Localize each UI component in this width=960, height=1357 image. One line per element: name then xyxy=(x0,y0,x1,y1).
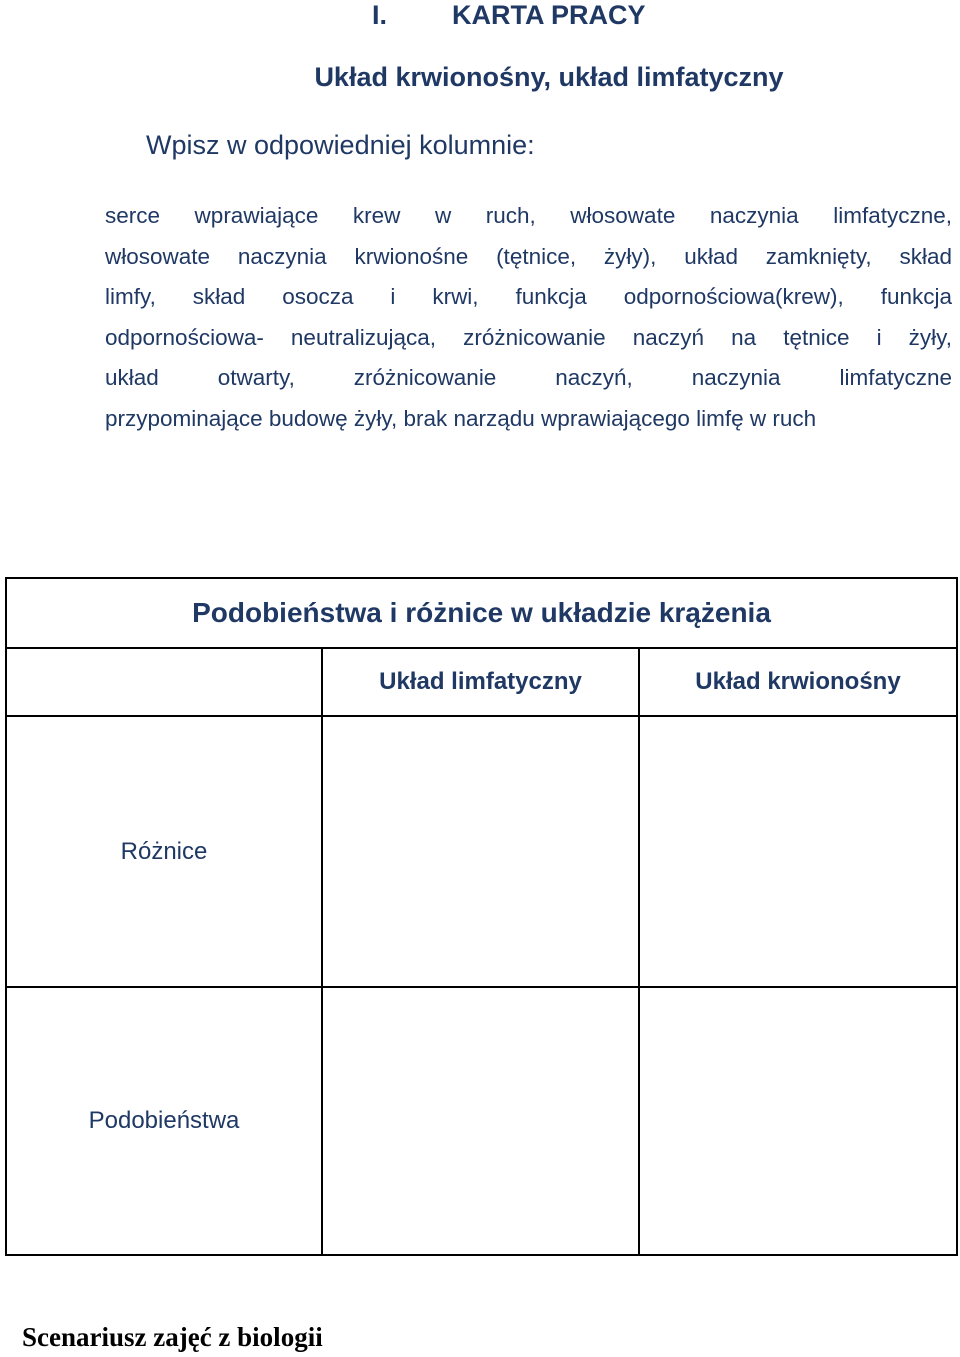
row-label-similarities: Podobieństwa xyxy=(6,987,322,1255)
word-bank-line: odpornościowa- neutralizująca, zróżnicowanie naczyń na tętnice i żyły, xyxy=(105,324,952,350)
instruction-text: Wpisz w odpowiedniej kolumnie: xyxy=(146,130,535,160)
word-bank-line: limfy, skład osocza i krwi, funkcja odpornościowa(krew), funkcja xyxy=(105,284,952,309)
section-number: I. xyxy=(372,0,388,30)
word-bank-line: układ otwarty, zróżnicowanie naczyń, naczynia limfatyczne xyxy=(105,365,952,390)
word-bank-line: włosowate naczynia krwionośne (tętnice, żyły), układ zamknięty, skład xyxy=(105,243,952,269)
answer-cell-similarities-lymphatic[interactable] xyxy=(322,987,639,1255)
worksheet-title: KARTA PRACY xyxy=(452,0,646,30)
word-bank-line: przypominające budowę żyły, brak narządu wprawiającego limfę w ruch xyxy=(105,405,817,431)
word-bank-line: serce wprawiające krew w ruch, włosowate naczynia limfatyczne, xyxy=(105,203,952,228)
column-header-lymphatic: Układ limfatyczny xyxy=(322,648,639,716)
worksheet-heading xyxy=(372,0,646,31)
column-header-circulatory: Układ krwionośny xyxy=(639,648,957,716)
corner-cell xyxy=(6,648,322,716)
worksheet-subtitle: Układ krwionośny, układ limfatyczny xyxy=(314,62,784,92)
answer-cell-differences-lymphatic[interactable] xyxy=(322,716,639,987)
word-bank xyxy=(105,196,952,439)
page-footer: Scenariusz zajęć z biologii xyxy=(22,1322,323,1352)
answer-cell-similarities-circulatory[interactable] xyxy=(639,987,957,1255)
answer-cell-differences-circulatory[interactable] xyxy=(639,716,957,987)
table-title: Podobieństwa i różnice w układzie krążenia xyxy=(6,578,957,648)
comparison-table xyxy=(5,577,958,1256)
row-label-differences: Różnice xyxy=(6,716,322,987)
